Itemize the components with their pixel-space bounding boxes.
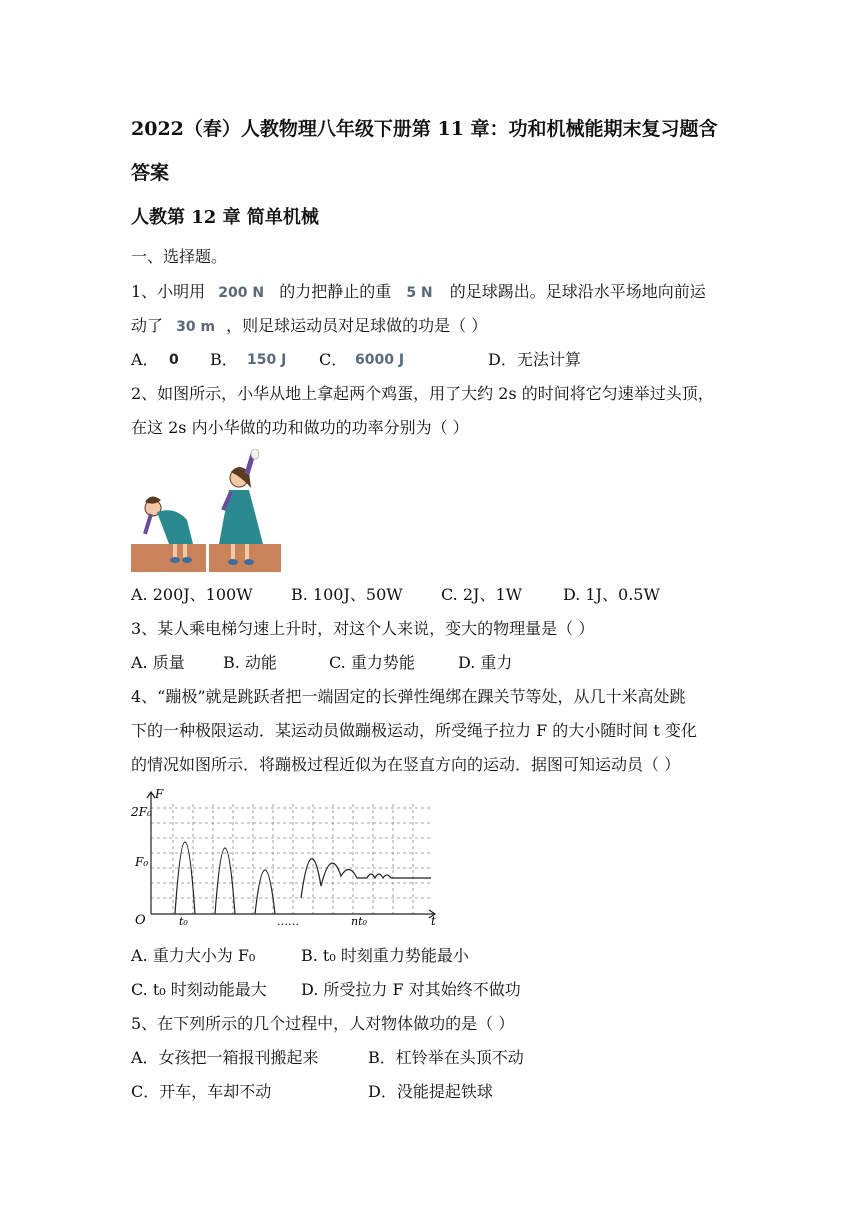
q1-option-a-label: A． bbox=[131, 350, 159, 369]
question-1-line1 bbox=[131, 281, 706, 304]
graph-x-axis-label: t bbox=[431, 914, 436, 926]
graph-y-axis-label: F bbox=[155, 787, 164, 801]
graph-y-tick-f0: F₀ bbox=[135, 855, 149, 869]
q3-option-c: C. 重力势能 bbox=[329, 653, 415, 672]
q1-force-value: 200 N bbox=[218, 285, 265, 301]
q1-option-c-value: 6000 J bbox=[355, 352, 405, 368]
q1-option-c-label: C． bbox=[319, 350, 348, 369]
question-2-line1: 2、如图所示，小华从地上拿起两个鸡蛋，用了大约 2s 的时间将它匀速举过头顶， bbox=[131, 384, 714, 403]
q1-option-d: D．无法计算 bbox=[488, 350, 581, 369]
q3-option-d: D. 重力 bbox=[458, 653, 513, 672]
graph-x-tick-t0: t₀ bbox=[179, 915, 188, 926]
graph-x-tick-nt0: nt₀ bbox=[351, 915, 367, 926]
q1-option-b-value: 150 J bbox=[247, 352, 287, 368]
question-4-options-row1 bbox=[131, 945, 631, 967]
question-4-options-row2 bbox=[131, 979, 631, 1001]
question-5-line1: 5、在下列所示的几个过程中，人对物体做功的是（ ） bbox=[131, 1014, 515, 1033]
q4-option-b: B. t₀ 时刻重力势能最小 bbox=[301, 946, 469, 965]
force-time-graph bbox=[131, 786, 443, 926]
q1-text-e: ，则足球运动员对足球做的功是（ ） bbox=[226, 316, 488, 335]
q1-distance-value: 30 m bbox=[176, 319, 216, 335]
q5-option-c: C．开车，车却不动 bbox=[131, 1082, 272, 1101]
q5-option-a: A．女孩把一箱报刊搬起来 bbox=[131, 1048, 319, 1067]
q2-option-b: B. 100J、50W bbox=[291, 585, 403, 604]
question-4-line3: 的情况如图所示．将蹦极过程近似为在竖直方向的运动．据图可知运动员（ ） bbox=[131, 755, 681, 774]
question-1-options bbox=[131, 349, 731, 371]
q2-option-c: C. 2J、1W bbox=[441, 585, 523, 604]
q4-option-a: A. 重力大小为 F₀ bbox=[131, 946, 256, 965]
q2-option-a: A. 200J、100W bbox=[131, 585, 253, 604]
chapter-subtitle: 人教第 12 章 简单机械 bbox=[131, 207, 319, 228]
question-4-line1: 4、“蹦极”就是跳跃者把一端固定的长弹性绳绑在踝关节等处，从几十米高处跳 bbox=[131, 687, 686, 706]
q1-option-a-value: 0 bbox=[169, 352, 179, 368]
document-title-line2: 答案 bbox=[131, 162, 170, 184]
question-2-line2: 在这 2s 内小华做的功和做功的功率分别为（ ） bbox=[131, 418, 469, 437]
q1-text-d: 动了 bbox=[131, 316, 164, 335]
q1-text-a: 1、小明用 bbox=[131, 282, 206, 301]
q1-text-b: 的力把静止的重 bbox=[279, 282, 392, 301]
question-2-options bbox=[131, 584, 751, 606]
document-title-line1: 2022（春）人教物理八年级下册第 11 章：功和机械能期末复习题含 bbox=[131, 118, 718, 140]
q2-option-d: D. 1J、0.5W bbox=[563, 585, 660, 604]
q1-option-b-label: B． bbox=[210, 350, 238, 369]
graph-origin-label: O bbox=[135, 913, 146, 926]
question-1-line2 bbox=[131, 315, 487, 338]
question-5-options-row1 bbox=[131, 1047, 631, 1069]
girl-lifting-eggs-figure bbox=[131, 448, 281, 572]
q5-option-d: D．没能提起铁球 bbox=[368, 1082, 493, 1101]
q4-option-c: C. t₀ 时刻动能最大 bbox=[131, 980, 267, 999]
graph-x-dots: …… bbox=[277, 915, 299, 926]
q1-weight-value: 5 N bbox=[406, 285, 433, 301]
q1-text-c: 的足球踢出。足球沿水平场地向前运 bbox=[449, 282, 706, 301]
q5-option-b: B．杠铃举在头顶不动 bbox=[368, 1048, 524, 1067]
q4-option-d: D. 所受拉力 F 对其始终不做功 bbox=[301, 980, 521, 999]
question-5-options-row2 bbox=[131, 1081, 631, 1103]
q3-option-b: B. 动能 bbox=[223, 653, 277, 672]
section-heading: 一、选择题。 bbox=[131, 247, 228, 266]
q3-option-a: A. 质量 bbox=[131, 653, 185, 672]
question-3-line1: 3、某人乘电梯匀速上升时，对这个人来说，变大的物理量是（ ） bbox=[131, 619, 595, 638]
graph-y-tick-2f0: 2F₀ bbox=[131, 805, 152, 819]
question-4-line2: 下的一种极限运动．某运动员做蹦极运动，所受绳子拉力 F 的大小随时间 t 变化 bbox=[131, 721, 697, 740]
question-3-options bbox=[131, 652, 631, 674]
